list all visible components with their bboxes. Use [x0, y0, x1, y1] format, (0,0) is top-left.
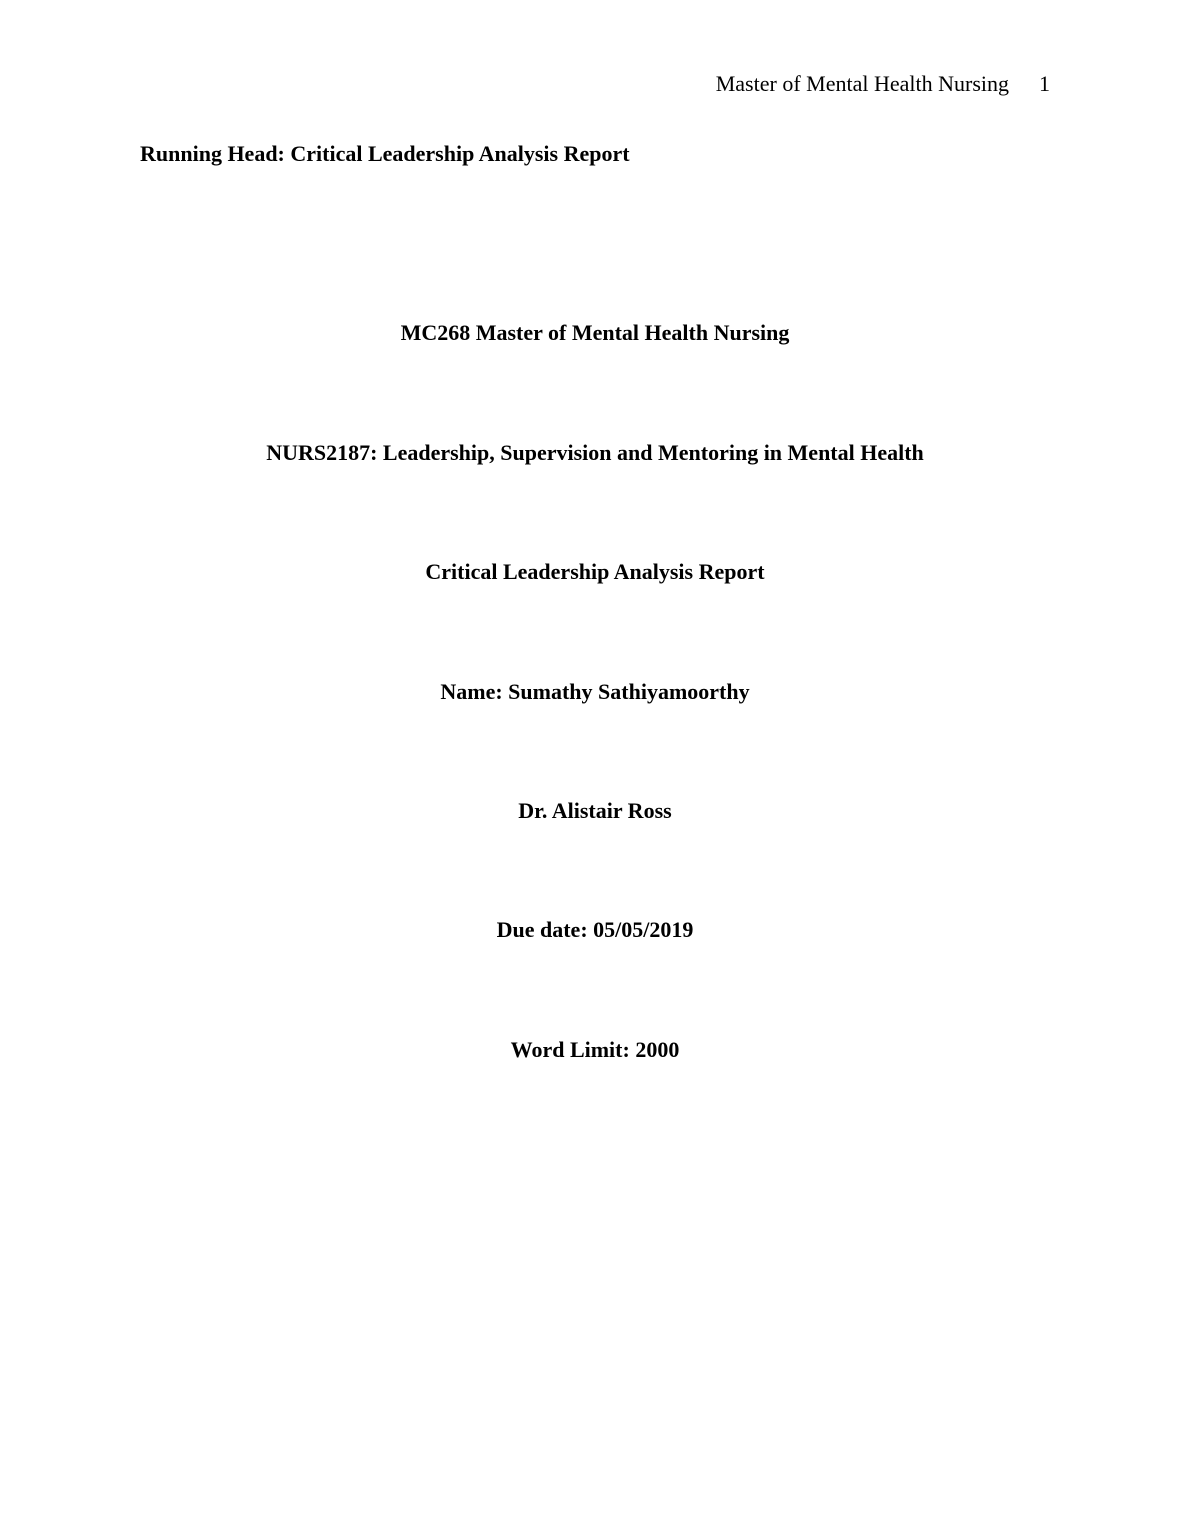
- page-header: [716, 70, 1050, 98]
- due-date: Due date: 05/05/2019: [496, 917, 694, 942]
- program-title: MC268 Master of Mental Health Nursing: [400, 320, 790, 345]
- word-limit: Word Limit: 2000: [510, 1037, 680, 1062]
- instructor-name: Dr. Alistair Ross: [518, 798, 672, 823]
- report-title: Critical Leadership Analysis Report: [425, 559, 765, 584]
- course-title: NURS2187: Leadership, Supervision and Mentoring in Mental Health: [266, 440, 924, 465]
- running-head: Running Head: Critical Leadership Analysis Report: [140, 141, 630, 166]
- page-number: 1: [1039, 71, 1050, 96]
- student-name: Name: Sumathy Sathiyamoorthy: [440, 679, 750, 704]
- header-title: Master of Mental Health Nursing: [715, 71, 1009, 96]
